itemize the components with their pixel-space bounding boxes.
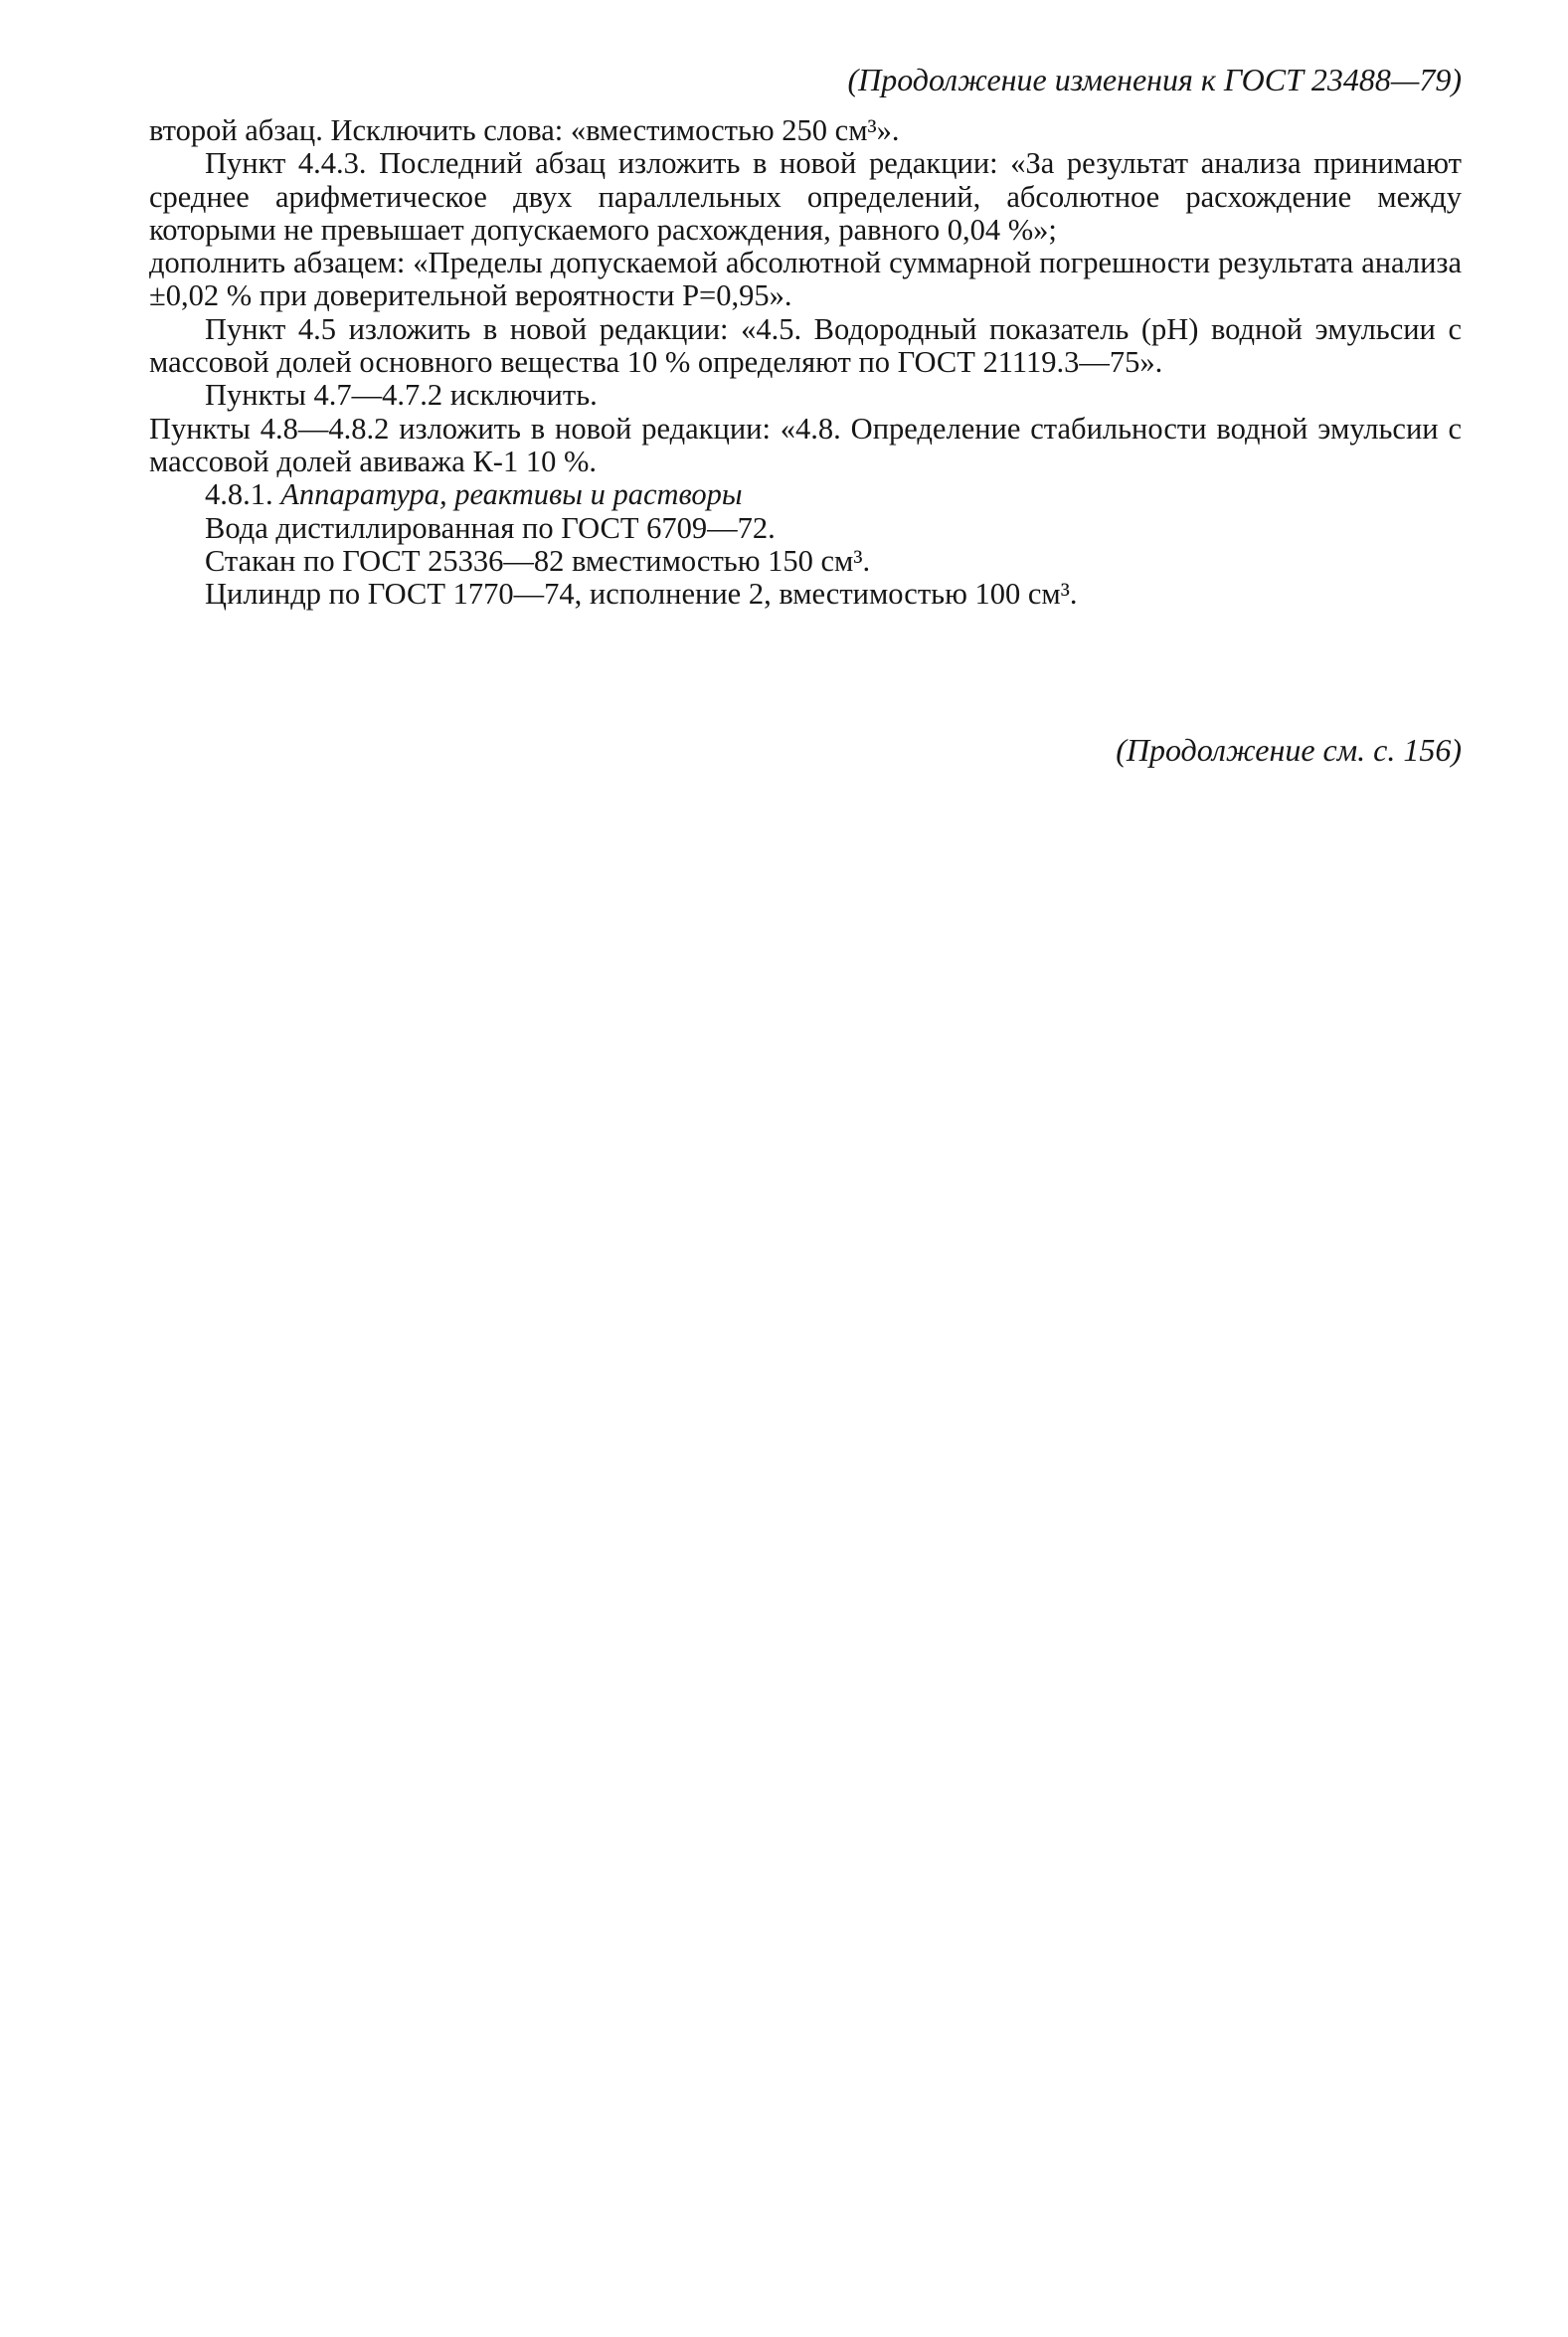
paragraph-4: Пункт 4.5 изложить в новой редакции: «4.5. Водородный показатель (pH) водной эмульсии с массовой долей основного вещества 10 % определяют по ГОСТ 21119.3—75». (149, 311, 1462, 380)
paragraph-9: Стакан по ГОСТ 25336—82 вместимостью 150 см³. (204, 543, 871, 578)
paragraph-7 (149, 478, 1462, 511)
document-body (149, 114, 1462, 611)
paragraph-6: Пункты 4.8—4.8.2 изложить в новой редакции: «4.8. Определение стабильности водной эмульсии с массовой долей авиважа К-1 10 %. (149, 411, 1462, 478)
page-header-continuation: (Продолжение изменения к ГОСТ 23488—79) (847, 62, 1462, 97)
paragraph-7-italic-title: Аппаратура, реактивы и растворы (280, 477, 743, 512)
paragraph-10: Цилиндр по ГОСТ 1770—74, исполнение 2, вместимостью 100 см³. (204, 577, 1078, 612)
page-footer-continuation: (Продолжение см. с. 156) (1116, 732, 1462, 768)
paragraph-7-number: 4.8.1. (204, 477, 281, 512)
paragraph-8: Вода дистиллированная по ГОСТ 6709—72. (204, 510, 776, 545)
paragraph-5: Пункты 4.7—4.7.2 исключить. (204, 378, 598, 413)
paragraph-1: второй абзац. Исключить слова: «вместимостью 250 см³». (149, 113, 900, 147)
paragraph-2: Пункт 4.4.3. Последний абзац изложить в новой редакции: «За результат анализа принимают среднее арифметическое двух параллельных определений, абсолютное расхождение между которыми не превышает допускаемого расхождения, равного 0,04 %»; (149, 146, 1462, 247)
paragraph-3: дополнить абзацем: «Пределы допускаемой абсолютной суммарной погрешности результата анализа ±0,02 % при доверительной вероятности P=0,95». (149, 246, 1462, 313)
